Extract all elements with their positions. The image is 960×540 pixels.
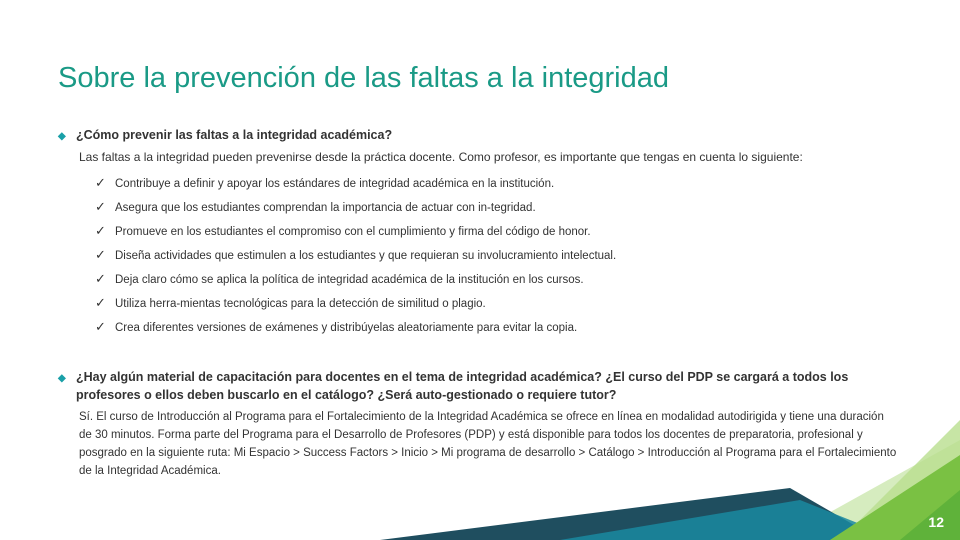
- list-item-text: Contribuye a definir y apoyar los estándares de integridad académica en la institución.: [115, 178, 555, 190]
- list-item: [95, 220, 616, 244]
- page-number: 12: [928, 514, 944, 530]
- answer-paragraph: Sí. El curso de Introducción al Programa para el Fortalecimiento de la Integridad Académica se ofrece en línea en modalidad autodirigida y tiene una duración de 30 minutos. Forma parte del Programa para el Desarrollo de Profesores (PDP) y está disponible para todos los docentes de preparatoria, profesional y posgrado en la siguiente ruta: Mi Espacio > Success Factors > Inicio > Mi programa de desarrollo > Catálogo > Introducción al Programa para el Fortalecimiento de la Integridad Académica.: [79, 411, 897, 477]
- checkmark-icon: ✓: [95, 175, 106, 190]
- checkmark-icon: ✓: [95, 199, 106, 214]
- checkmark-icon: ✓: [95, 319, 106, 334]
- list-item-text: Diseña actividades que estimulen a los estudiantes y que requieran su involucramiento intelectual.: [115, 250, 617, 262]
- list-item: [95, 172, 616, 196]
- diamond-bullet-icon: ◆: [58, 131, 66, 142]
- list-item-text: Crea diferentes versiones de exámenes y distribúyelas aleatoriamente para evitar la copia.: [115, 322, 578, 334]
- list-item-text: Deja claro cómo se aplica la política de integridad académica de la institución en los cursos.: [115, 274, 584, 286]
- list-item: [95, 196, 616, 220]
- list-item: [95, 316, 616, 340]
- intro-paragraph: Las faltas a la integridad pueden prevenirse desde la práctica docente. Como profesor, es importante que tengas en cuenta lo siguiente:: [79, 150, 803, 164]
- list-item: [95, 244, 616, 268]
- checkmark-icon: ✓: [95, 295, 106, 310]
- checkmark-icon: ✓: [95, 271, 106, 286]
- question-1: [58, 126, 916, 144]
- list-item-text: Promueve en los estudiantes el compromiso con el cumplimiento y firma del código de honor.: [115, 226, 591, 238]
- checkmark-icon: ✓: [95, 223, 106, 238]
- question-2-text: ¿Hay algún material de capacitación para docentes en el tema de integridad académica? ¿El curso del PDP se cargará a todos los profesores o ellos deben buscarlo en el catálogo? ¿Será auto-gestionado o requiere tutor?: [76, 370, 849, 402]
- list-item: [95, 268, 616, 292]
- question-2: [58, 368, 916, 404]
- question-1-text: ¿Cómo prevenir las faltas a la integridad académica?: [76, 128, 393, 142]
- list-item-text: Utiliza herra-mientas tecnológicas para la detección de similitud o plagio.: [115, 298, 486, 310]
- slide-title: Sobre la prevención de las faltas a la integridad: [58, 62, 669, 94]
- checklist: [95, 172, 616, 340]
- list-item: [95, 292, 616, 316]
- list-item-text: Asegura que los estudiantes comprendan la importancia de actuar con in-tegridad.: [115, 202, 536, 214]
- diamond-bullet-icon: ◆: [58, 373, 66, 384]
- checkmark-icon: ✓: [95, 247, 106, 262]
